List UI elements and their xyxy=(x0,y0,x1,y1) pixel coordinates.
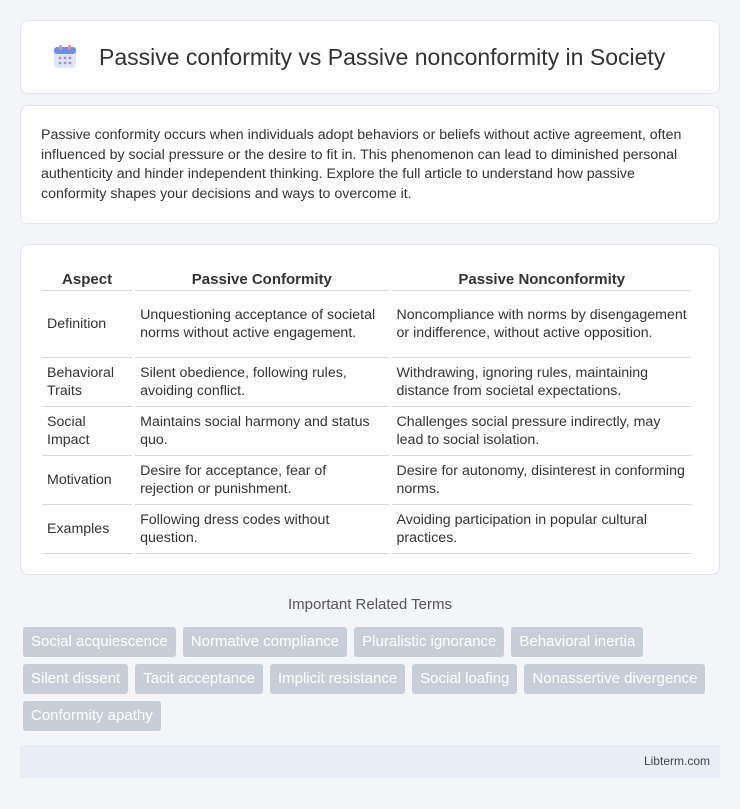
row-aspect: Social Impact xyxy=(42,407,132,456)
term-tag[interactable]: Tacit acceptance xyxy=(135,664,263,694)
header-passive-nonconformity: Passive Nonconformity xyxy=(392,265,692,291)
row-aspect: Motivation xyxy=(42,456,132,505)
table-row xyxy=(42,456,692,505)
header-card xyxy=(20,20,720,94)
row-aspect: Examples xyxy=(42,505,132,554)
related-terms-list xyxy=(23,627,723,731)
intro-paragraph: Passive conformity occurs when individuals adopt behaviors or beliefs without active agreement, often influenced by social pressure or the desire to fit in. This phenomenon can lead to diminished personal authenticity and hinder independent thinking. Explore the full article to understand how passive conformity shapes your decisions and ways to overcome it. xyxy=(41,127,682,202)
row-aspect: Behavioral Traits xyxy=(42,358,132,407)
term-tag[interactable]: Conformity apathy xyxy=(23,701,161,731)
row-conformity: Following dress codes without question. xyxy=(135,505,388,554)
row-conformity: Desire for acceptance, fear of rejection or punishment. xyxy=(135,456,388,505)
row-nonconformity: Avoiding participation in popular cultural practices. xyxy=(392,505,692,554)
term-tag[interactable]: Silent dissent xyxy=(23,664,128,694)
table-header-row xyxy=(42,265,692,291)
calendar-icon xyxy=(51,43,79,71)
related-terms-title: Important Related Terms xyxy=(288,596,452,613)
term-tag[interactable]: Nonassertive divergence xyxy=(524,664,705,694)
row-conformity: Silent obedience, following rules, avoiding conflict. xyxy=(135,358,388,407)
comparison-table-card xyxy=(20,244,720,575)
table-row xyxy=(42,407,692,456)
term-tag[interactable]: Social acquiescence xyxy=(23,627,176,657)
comparison-table xyxy=(39,265,695,554)
row-nonconformity: Withdrawing, ignoring rules, maintaining distance from societal expectations. xyxy=(392,358,692,407)
term-tag[interactable]: Behavioral inertia xyxy=(511,627,643,657)
table-row xyxy=(42,291,692,358)
term-tag[interactable]: Social loafing xyxy=(412,664,517,694)
table-row xyxy=(42,358,692,407)
row-aspect: Definition xyxy=(42,291,132,358)
footer xyxy=(20,745,720,778)
term-tag[interactable]: Implicit resistance xyxy=(270,664,405,694)
term-tag[interactable]: Pluralistic ignorance xyxy=(354,627,504,657)
row-nonconformity: Desire for autonomy, disinterest in conforming norms. xyxy=(392,456,692,505)
row-nonconformity: Challenges social pressure indirectly, may lead to social isolation. xyxy=(392,407,692,456)
page-title: Passive conformity vs Passive nonconformity in Society xyxy=(99,43,666,70)
header-passive-conformity: Passive Conformity xyxy=(135,265,388,291)
row-conformity: Maintains social harmony and status quo. xyxy=(135,407,388,456)
table-row xyxy=(42,505,692,554)
row-nonconformity: Noncompliance with norms by disengagement or indifference, without active opposition. xyxy=(392,291,692,358)
row-conformity: Unquestioning acceptance of societal norms without active engagement. xyxy=(135,291,388,358)
term-tag[interactable]: Normative compliance xyxy=(183,627,347,657)
intro-card xyxy=(20,105,720,224)
footer-site-link[interactable]: Libterm.com xyxy=(643,754,710,768)
header-aspect: Aspect xyxy=(42,265,132,291)
